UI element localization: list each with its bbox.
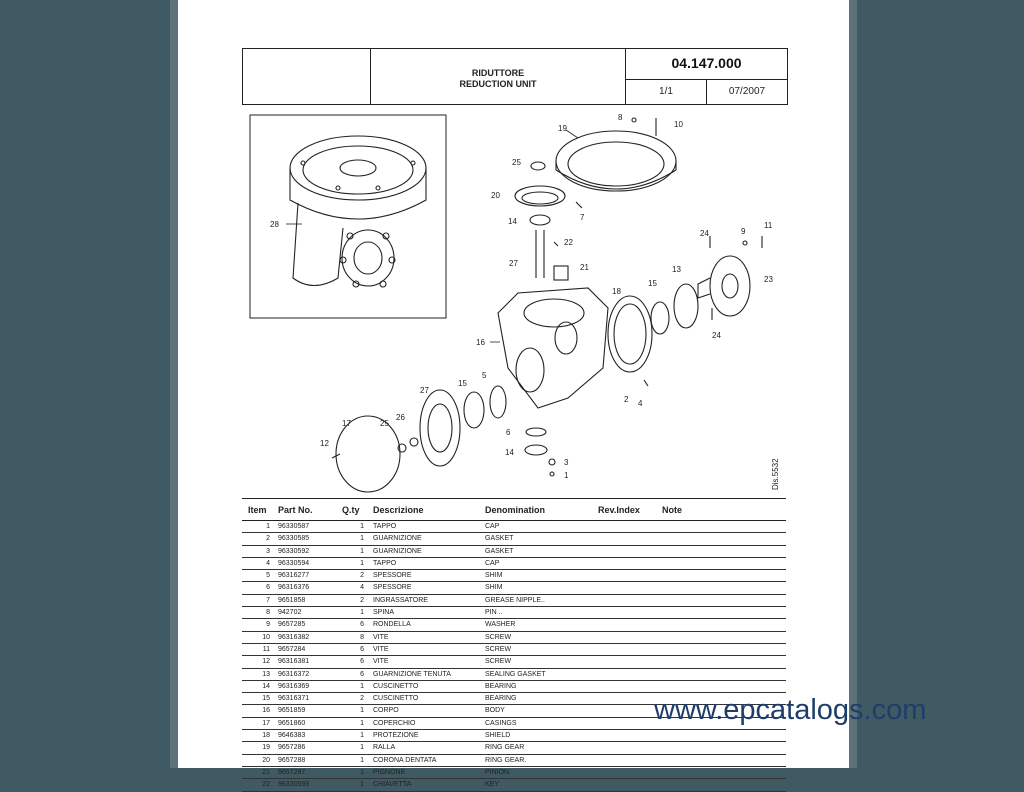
row-denomination: CASINGS (485, 719, 517, 727)
row-part-no: 96316277 (278, 572, 310, 580)
assembled-view-frame (250, 115, 446, 318)
row-qty: 1 (360, 719, 364, 727)
row-part-no: 96330593 (278, 781, 310, 789)
header-part-no: Part No. (278, 505, 313, 515)
row-description: PIGNONE (373, 768, 406, 776)
row-item: 3 (266, 547, 270, 555)
parts-table-header (242, 502, 786, 522)
row-description: INGRASSATORE (373, 596, 428, 604)
row-denomination: GASKET (485, 535, 514, 543)
row-qty: 1 (360, 535, 364, 543)
callout-20: 20 (491, 191, 500, 200)
table-row (242, 644, 786, 656)
row-item: 21 (262, 768, 270, 776)
table-row (242, 779, 786, 791)
row-item: 19 (262, 744, 270, 752)
row-denomination: PINION (485, 768, 510, 776)
row-part-no: 96330587 (278, 523, 310, 530)
row-qty: 1 (360, 781, 364, 789)
row-qty: 1 (360, 523, 364, 530)
callout-7: 7 (580, 213, 585, 222)
row-denomination: SEALING GASKET (485, 670, 546, 678)
table-row (242, 767, 786, 779)
table-row (242, 546, 786, 558)
callout-18: 18 (612, 287, 621, 296)
row-description: GUARNIZIONE TENUTA (373, 670, 451, 678)
row-item: 13 (262, 670, 270, 678)
row-qty: 1 (360, 609, 364, 617)
row-item: 22 (262, 781, 270, 789)
row-description: COPERCHIO (373, 719, 416, 727)
row-part-no: 96316381 (278, 658, 310, 666)
callout-4: 4 (638, 399, 643, 408)
callout-5: 5 (482, 371, 487, 380)
callout-14: 14 (508, 217, 517, 226)
row-qty: 6 (360, 621, 364, 629)
callout-23: 23 (764, 275, 773, 284)
row-description: GUARNIZIONE (373, 547, 422, 555)
row-item: 6 (266, 584, 270, 592)
row-denomination: SHIELD (485, 732, 511, 740)
callout-12: 12 (320, 439, 329, 448)
table-top-rule (242, 498, 786, 499)
row-item: 12 (262, 658, 270, 666)
row-qty: 1 (360, 682, 364, 690)
row-part-no: 9651858 (278, 596, 306, 604)
page-shadow-left (170, 0, 178, 768)
title-italian: RIDUTTORE (471, 68, 525, 78)
catalog-page (178, 0, 849, 789)
parts-table-body (242, 521, 786, 792)
callout-6: 6 (506, 428, 511, 437)
row-item: 8 (266, 609, 270, 617)
callout-19: 19 (558, 124, 567, 133)
row-qty: 1 (360, 559, 364, 567)
table-row (242, 632, 786, 644)
row-item: 5 (266, 572, 270, 580)
group-code: 04.147.000 (626, 49, 787, 80)
row-qty: 1 (360, 744, 364, 752)
row-denomination: CAP (485, 523, 500, 530)
row-description: TAPPO (373, 523, 397, 530)
table-row (242, 582, 786, 594)
row-denomination: SHIM (485, 572, 503, 580)
header-note: Note (662, 505, 682, 515)
revision-date: 07/2007 (728, 86, 766, 97)
row-item: 20 (262, 756, 270, 764)
header-rev-index: Rev.Index (598, 505, 640, 515)
row-denomination: BEARING (485, 682, 517, 690)
row-item: 9 (266, 621, 270, 629)
part-16-body (498, 288, 608, 408)
table-row (242, 669, 786, 681)
row-qty: 8 (360, 633, 364, 641)
callout-9: 9 (741, 227, 746, 236)
callout-13: 13 (672, 265, 681, 274)
row-description: VITE (373, 645, 389, 653)
row-item: 17 (262, 719, 270, 727)
table-row (242, 558, 786, 570)
table-row (242, 681, 786, 693)
row-qty: 1 (360, 547, 364, 555)
row-description: CUSCINETTO (373, 695, 419, 703)
title-block-blank-cell (243, 49, 371, 104)
callout-2: 2 (624, 395, 629, 404)
callout-1: 1 (564, 471, 569, 480)
row-part-no: 942702 (278, 609, 302, 617)
row-denomination: SCREW (485, 645, 512, 653)
table-row (242, 730, 786, 742)
row-description: TAPPO (373, 559, 397, 567)
sheet-number: 1/1 (626, 80, 707, 104)
header-item: Item (248, 505, 267, 515)
row-item: 14 (262, 682, 270, 690)
row-qty: 2 (360, 572, 364, 580)
table-row (242, 533, 786, 545)
row-item: 7 (266, 596, 270, 604)
row-denomination: BEARING (485, 695, 517, 703)
row-part-no: 96316382 (278, 633, 310, 641)
row-item: 15 (262, 695, 270, 703)
row-denomination: WASHER (485, 621, 516, 629)
callout-25-lower: 25 (380, 419, 389, 428)
header-qty: Q.ty (342, 505, 360, 515)
row-description: RALLA (373, 744, 396, 752)
exploded-view-drawing (178, 108, 849, 498)
row-qty: 1 (360, 756, 364, 764)
row-denomination: SHIM (485, 584, 503, 592)
table-row (242, 755, 786, 767)
callout-27-lower: 27 (420, 386, 429, 395)
callout-10: 10 (674, 120, 683, 129)
callout-22: 22 (564, 238, 573, 247)
row-denomination: BODY (485, 707, 505, 715)
callout-24-top: 24 (700, 229, 709, 238)
header-description: Descrizione (373, 505, 424, 515)
row-qty: 2 (360, 695, 364, 703)
callout-16: 16 (476, 338, 485, 347)
callout-3: 3 (564, 458, 569, 467)
row-denomination: SCREW (485, 658, 512, 666)
row-qty: 1 (360, 768, 364, 776)
row-description: CHIAVETTA (373, 781, 412, 789)
row-item: 2 (266, 535, 270, 543)
row-qty: 6 (360, 645, 364, 653)
part-23-flange (698, 256, 750, 316)
table-row (242, 742, 786, 754)
row-denomination: RING GEAR. (485, 756, 527, 764)
callout-26: 26 (396, 413, 405, 422)
callout-21: 21 (580, 263, 589, 272)
part-19-slewing-ring (556, 131, 676, 191)
row-description: SPESSORE (373, 584, 412, 592)
callout-8: 8 (618, 113, 623, 122)
watermark-text: www.epcatalogs.com (654, 694, 927, 726)
row-denomination: SCREW (485, 633, 512, 641)
row-description: VITE (373, 633, 389, 641)
row-part-no: 96330592 (278, 547, 310, 555)
row-qty: 6 (360, 670, 364, 678)
drawing-id: Dis.5532 (771, 458, 780, 490)
row-denomination: GASKET (485, 547, 514, 555)
row-denomination: RING GEAR (485, 744, 525, 752)
row-denomination: GREASE NIPPLE.. (485, 596, 545, 604)
row-description: CORONA DENTATA (373, 756, 437, 764)
callout-25: 25 (512, 158, 521, 167)
row-part-no: 96316376 (278, 584, 310, 592)
row-part-no: 9651859 (278, 707, 306, 715)
callout-11: 11 (764, 221, 773, 230)
row-qty: 4 (360, 584, 364, 592)
row-part-no: 9651860 (278, 719, 306, 727)
row-item: 1 (266, 523, 270, 530)
row-qty: 1 (360, 707, 364, 715)
row-part-no: 9657286 (278, 744, 306, 752)
row-item: 11 (262, 645, 270, 653)
row-description: SPESSORE (373, 572, 412, 580)
row-part-no: 96316369 (278, 682, 310, 690)
row-part-no: 96316372 (278, 670, 310, 678)
title-block-title-cell (371, 49, 626, 104)
page-shadow-right (849, 0, 857, 768)
row-part-no: 9646383 (278, 732, 306, 740)
row-denomination: PIN .. (485, 609, 503, 617)
row-denomination: KEY (485, 781, 500, 789)
row-part-no: 96316371 (278, 695, 310, 703)
callout-14-lower: 14 (505, 448, 514, 457)
row-part-no: 9657288 (278, 756, 306, 764)
row-part-no: 96330585 (278, 535, 310, 543)
row-qty: 1 (360, 732, 364, 740)
row-description: GUARNIZIONE (373, 535, 422, 543)
callout-15-right: 15 (648, 279, 657, 288)
header-denomination: Denomination (485, 505, 545, 515)
callout-28: 28 (270, 220, 279, 229)
table-row (242, 570, 786, 582)
table-row (242, 595, 786, 607)
row-part-no: 9657285 (278, 621, 306, 629)
callout-17: 17 (342, 419, 351, 428)
row-part-no: 9657284 (278, 645, 306, 653)
row-part-no: 96330594 (278, 559, 310, 567)
row-part-no: 9657287 (278, 768, 306, 776)
table-row (242, 521, 786, 533)
title-english: REDUCTION UNIT (459, 79, 537, 89)
assembled-reducer-illustration (290, 136, 426, 287)
row-item: 18 (262, 732, 270, 740)
table-row (242, 656, 786, 668)
row-description: CUSCINETTO (373, 682, 419, 690)
row-description: CORPO (373, 707, 399, 715)
row-qty: 2 (360, 596, 364, 604)
callout-15-left: 15 (458, 379, 467, 388)
callout-24-bottom: 24 (712, 331, 721, 340)
title-block (242, 48, 788, 105)
row-description: PROTEZIONE (373, 732, 419, 740)
row-description: SPINA (373, 609, 395, 617)
row-description: RONDELLA (373, 621, 411, 629)
table-row (242, 619, 786, 631)
row-item: 4 (266, 559, 270, 567)
callout-27: 27 (509, 259, 518, 268)
row-description: VITE (373, 658, 389, 666)
row-item: 16 (262, 707, 270, 715)
row-denomination: CAP (485, 559, 500, 567)
table-row (242, 607, 786, 619)
row-item: 10 (262, 633, 270, 641)
row-qty: 6 (360, 658, 364, 666)
